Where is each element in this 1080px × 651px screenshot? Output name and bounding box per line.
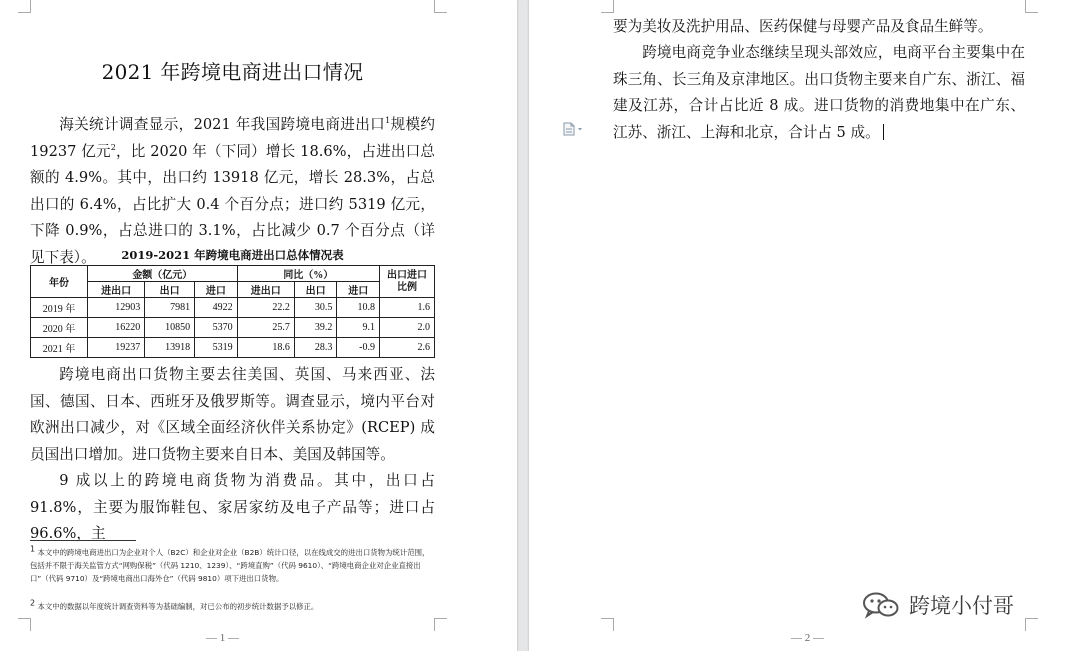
paragraph-consumer-goods[interactable]: 9 成以上的跨境电商货物为消费品。其中，出口占 91.8%，主要为服饰鞋包、家居家纺及电子产品等；进口占 96.6%，主 [30,472,435,542]
corner-mark [434,618,447,631]
page-number: — 1 — [206,632,239,644]
document-page-2 [529,0,1080,651]
watermark [861,590,1014,620]
corner-mark [601,0,614,13]
cell-value: 16220 [88,318,145,338]
table-row [31,298,435,318]
cell-value: 13918 [145,338,195,358]
cell-value: 30.5 [294,298,337,318]
cell-value: 10850 [145,318,195,338]
table-row [31,318,435,338]
header-yoy: 同比（%） [237,266,379,282]
paragraph-summary[interactable]: 海关统计调查显示，2021 年我国跨境电商进出口$^1$规模约 19237 亿元$^2$，比 2020 年（下同）增长 18.6%，占进出口总额的 4.9%。其中，出口约 13918 亿元，增长 28.3%，占总出口的 6.4%，占比扩大 0.4 个百分点；进口约 5319 亿元，下降 0.9%，占总进口的 3.1%，占比减少 0.7 个百分点（详见下表）。 [30,116,435,266]
header-amount: 金额（亿元） [88,266,238,282]
paragraph-market-concentration[interactable]: 跨境电商竞争业态继续呈现头部效应，电商平台主要集中在珠三角、长三角及京津地区。出口货物主要来自广东、浙江、福建及江苏，合计占比近 8 成。进口货物的消费地集中在广东、江苏、浙江、上海和北京，合计占 5 成。 [613,44,1025,141]
cell-value: 5319 [195,338,238,358]
subheader-total: 进出口 [88,282,145,298]
cell-value: 25.7 [237,318,294,338]
cell-value: 4922 [195,298,238,318]
table-title: 2019-2021 年跨境电商进出口总体情况表 [121,248,344,262]
cell-value: 1.6 [380,298,435,318]
page-number: — 2 — [791,632,824,644]
header-ratio: 出口进口比例 [380,266,435,298]
text-cursor [883,124,884,140]
subheader-export: 出口 [294,282,337,298]
wechat-icon [861,591,901,619]
subheader-export: 出口 [145,282,195,298]
corner-mark [1025,618,1038,631]
cell-value: 5370 [195,318,238,338]
footnote-ref[interactable]: 2 [110,142,116,152]
footnote-1: $^1$ 本文中的跨境电商进出口为企业对个人（B2C）和企业对企业（B2B）统计口径，以在线成交的进出口货物为统计范围，包括并不限于海关监管方式“网购保税”（代码 1210、1239）、“跨境直购”（代码 9610）、“跨境电商企业对企业直接出口”（代码 9710）及“跨境电商出口海外仓”（代码 9810）项下进出口货物。 [30,544,430,583]
cell-value: 19237 [88,338,145,358]
footnote-2: $^2$ 本文中的数据以年度统计调查资料等为基础编制，对已公布的初步统计数据予以修正。 [30,598,319,611]
cell-value: -0.9 [337,338,380,358]
cell-value: 7981 [145,298,195,318]
header-year: 年份 [31,266,88,298]
footnote-ref[interactable]: 1 [385,116,391,126]
paragraph-export-destinations[interactable]: 跨境电商出口货物主要去往美国、英国、马来西亚、法国、德国、日本、西班牙及俄罗斯等。调查显示，境内平台对欧洲出口减少，对《区域全面经济伙伴关系协定》(RCEP) 成员国出口增加。进口货物主要来自日本、美国及韩国等。 [30,366,435,463]
document-title: 2021 年跨境电商进出口情况 [101,60,364,84]
paragraph-continued[interactable]: 要为美妆及洗护用品、医药保健与母婴产品及食品生鲜等。 [613,18,993,35]
cell-year: 2020 年 [31,318,88,338]
cell-value: 28.3 [294,338,337,358]
table-row [31,338,435,358]
corner-mark [1025,0,1038,13]
subheader-import: 进口 [337,282,380,298]
corner-mark [434,0,447,13]
corner-mark [18,618,31,631]
cell-value: 39.2 [294,318,337,338]
stats-table [30,265,435,358]
footnote-separator [30,540,136,541]
document-page-1 [0,0,517,651]
document-icon[interactable] [562,121,584,135]
subheader-total: 进出口 [237,282,294,298]
cell-year: 2019 年 [31,298,88,318]
cell-year: 2021 年 [31,338,88,358]
cell-value: 22.2 [237,298,294,318]
cell-value: 12903 [88,298,145,318]
cell-value: 2.6 [380,338,435,358]
watermark-text: 跨境小付哥 [909,594,1014,618]
corner-mark [601,618,614,631]
subheader-import: 进口 [195,282,238,298]
cell-value: 9.1 [337,318,380,338]
cell-value: 18.6 [237,338,294,358]
cell-value: 2.0 [380,318,435,338]
corner-mark [18,0,31,13]
cell-value: 10.8 [337,298,380,318]
